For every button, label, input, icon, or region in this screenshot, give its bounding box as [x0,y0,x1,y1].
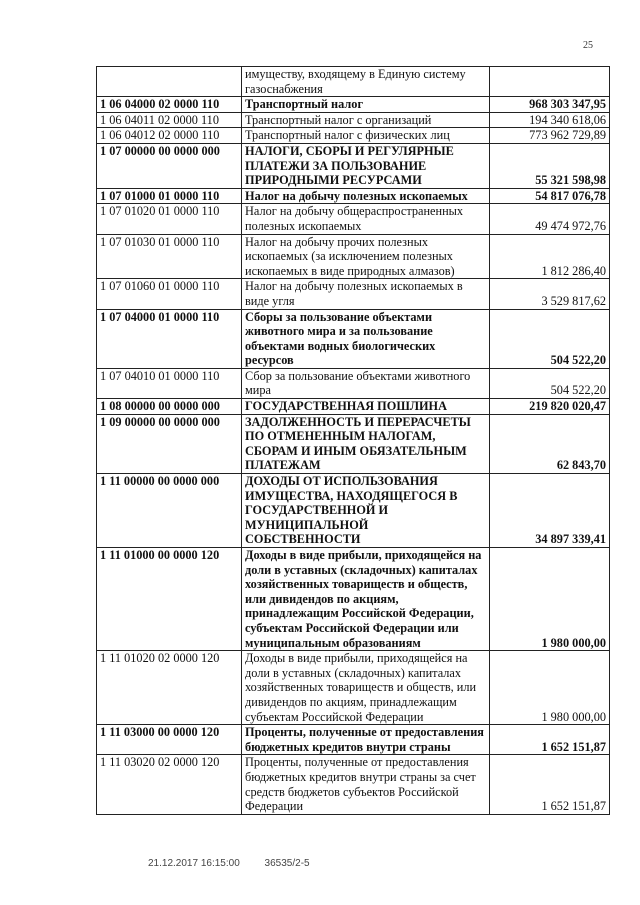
table-row [97,188,610,204]
document-number: 36535/2-5 [264,858,310,869]
item-name-cell: Сбор за пользование объектами животного мира [242,368,490,398]
budget-code-cell: 1 07 01030 01 0000 110 [97,234,242,279]
budget-code-cell: 1 11 00000 00 0000 000 [97,474,242,548]
table-row [97,474,610,548]
item-name-cell: Транспортный налог [242,97,490,113]
amount-cell: 504 522,20 [490,368,610,398]
amount-cell: 49 474 972,76 [490,204,610,234]
item-name-cell: Сборы за пользование объектами животного мира и за пользование объектами водных биологических ресурсов [242,309,490,368]
amount-cell: 55 321 598,98 [490,143,610,188]
item-name-cell: Налог на добычу прочих полезных ископаемых (за исключением полезных ископаемых в виде природных алмазов) [242,234,490,279]
budget-code-cell: 1 07 01060 01 0000 110 [97,279,242,309]
table-row [97,97,610,113]
item-name-cell: ДОХОДЫ ОТ ИСПОЛЬЗОВАНИЯ ИМУЩЕСТВА, НАХОДЯЩЕГОСЯ В ГОСУДАРСТВЕННОЙ И МУНИЦИПАЛЬНОЙ СОБСТВЕННОСТИ [242,474,490,548]
budget-code-cell: 1 07 04000 01 0000 110 [97,309,242,368]
amount-cell: 1 812 286,40 [490,234,610,279]
item-name-cell: Налог на добычу полезных ископаемых [242,188,490,204]
amount-cell: 219 820 020,47 [490,399,610,415]
table-row [97,234,610,279]
budget-code-cell: 1 11 03000 00 0000 120 [97,725,242,755]
amount-cell: 968 303 347,95 [490,97,610,113]
table-row [97,651,610,725]
budget-code-cell: 1 06 04000 02 0000 110 [97,97,242,113]
item-name-cell: Транспортный налог с организаций [242,112,490,128]
budget-code-cell: 1 06 04011 02 0000 110 [97,112,242,128]
item-name-cell: Проценты, полученные от предоставления бюджетных кредитов внутри страны за счет средств бюджетов субъектов Российской Федерации [242,755,490,814]
budget-code-cell: 1 09 00000 00 0000 000 [97,414,242,473]
budget-code-cell: 1 07 00000 00 0000 000 [97,143,242,188]
table-row [97,548,610,651]
page-footer [148,858,310,869]
item-name-cell: Налог на добычу общераспространенных полезных ископаемых [242,204,490,234]
table-row [97,368,610,398]
item-name-cell: НАЛОГИ, СБОРЫ И РЕГУЛЯРНЫЕ ПЛАТЕЖИ ЗА ПОЛЬЗОВАНИЕ ПРИРОДНЫМИ РЕСУРСАМИ [242,143,490,188]
amount-cell: 34 897 339,41 [490,474,610,548]
table-row [97,414,610,473]
table-row [97,112,610,128]
table-row [97,725,610,755]
table-row [97,309,610,368]
budget-code-cell: 1 06 04012 02 0000 110 [97,128,242,144]
item-name-cell: ГОСУДАРСТВЕННАЯ ПОШЛИНА [242,399,490,415]
table-row [97,755,610,814]
table-row [97,399,610,415]
item-name-cell: имуществу, входящему в Единую систему газоснабжения [242,67,490,97]
table-body [97,67,610,815]
amount-cell: 1 652 151,87 [490,725,610,755]
page-number: 25 [583,40,593,51]
print-timestamp: 21.12.2017 16:15:00 [148,858,240,869]
table-row [97,279,610,309]
table-row [97,204,610,234]
item-name-cell: ЗАДОЛЖЕННОСТЬ И ПЕРЕРАСЧЕТЫ ПО ОТМЕНЕННЫМ НАЛОГАМ, СБОРАМ И ИНЫМ ОБЯЗАТЕЛЬНЫМ ПЛАТЕЖАМ [242,414,490,473]
budget-code-cell: 1 11 01020 02 0000 120 [97,651,242,725]
budget-code-cell: 1 07 01000 01 0000 110 [97,188,242,204]
amount-cell: 773 962 729,89 [490,128,610,144]
item-name-cell: Доходы в виде прибыли, приходящейся на доли в уставных (складочных) капиталах хозяйственных товариществ и обществ, или дивидендов по акциям, принадлежащим субъектам Российской Федерации [242,651,490,725]
item-name-cell: Транспортный налог с физических лиц [242,128,490,144]
amount-cell: 1 980 000,00 [490,651,610,725]
table-row [97,128,610,144]
amount-cell: 504 522,20 [490,309,610,368]
table-row [97,143,610,188]
table-row [97,67,610,97]
budget-code-cell: 1 11 01000 00 0000 120 [97,548,242,651]
budget-code-cell: 1 07 04010 01 0000 110 [97,368,242,398]
amount-cell: 62 843,70 [490,414,610,473]
budget-code-cell: 1 07 01020 01 0000 110 [97,204,242,234]
item-name-cell: Проценты, полученные от предоставления бюджетных кредитов внутри страны [242,725,490,755]
amount-cell: 1 652 151,87 [490,755,610,814]
amount-cell: 3 529 817,62 [490,279,610,309]
budget-code-cell: 1 11 03020 02 0000 120 [97,755,242,814]
amount-cell: 194 340 618,06 [490,112,610,128]
budget-revenue-table [96,66,610,815]
budget-code-cell [97,67,242,97]
item-name-cell: Налог на добычу полезных ископаемых в виде угля [242,279,490,309]
amount-cell: 54 817 076,78 [490,188,610,204]
amount-cell [490,67,610,97]
amount-cell: 1 980 000,00 [490,548,610,651]
item-name-cell: Доходы в виде прибыли, приходящейся на доли в уставных (складочных) капиталах хозяйственных товариществ и обществ, или дивидендов по акциям, принадлежащим Российской Федерации, субъектам Российской Федерации или муниципальным образованиям [242,548,490,651]
budget-code-cell: 1 08 00000 00 0000 000 [97,399,242,415]
